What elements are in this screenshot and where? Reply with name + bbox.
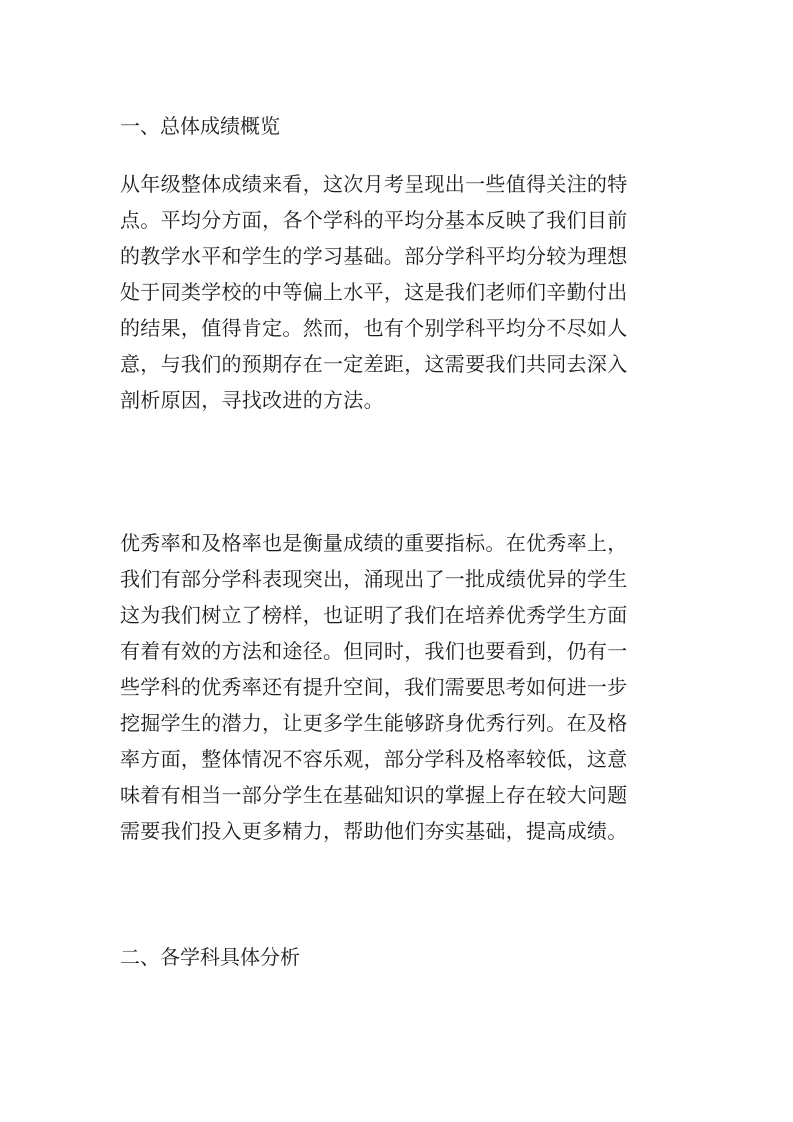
paragraph-line: 意，与我们的预期存在一定差距，这需要我们共同去深入 (120, 352, 628, 376)
paragraph-line: 味着有相当一部分学生在基础知识的掌握上存在较大问题 (120, 783, 628, 807)
paragraph-line: 率方面，整体情况不容乐观，部分学科及格率较低，这意 (120, 747, 628, 771)
paragraph-line: 些学科的优秀率还有提升空间，我们需要思考如何进一步 (120, 675, 628, 699)
paragraph-line: 从年级整体成绩来看，这次月考呈现出一些值得关注的特 (120, 172, 628, 196)
paragraph-excellence-pass-rates (120, 525, 680, 849)
paragraph-line: 有着有效的方法和途径。但同时，我们也要看到，仍有一 (120, 639, 628, 663)
paragraph-line: 需要我们投入更多精力，帮助他们夯实基础，提高成绩。 (120, 819, 628, 843)
paragraph-line: 的结果，值得肯定。然而，也有个别学科平均分不尽如人 (120, 316, 628, 340)
paragraph-line: 挖掘学生的潜力，让更多学生能够跻身优秀行列。在及格 (120, 711, 628, 735)
paragraph-line: 优秀率和及格率也是衡量成绩的重要指标。在优秀率上， (120, 531, 628, 555)
paragraph-line: 处于同类学校的中等偏上水平，这是我们老师们辛勤付出 (120, 280, 628, 304)
paragraph-line: 我们有部分学科表现突出，涌现出了一批成绩优异的学生 (120, 567, 628, 591)
paragraph-line: 这为我们树立了榜样，也证明了我们在培养优秀学生方面 (120, 603, 628, 627)
paragraph-overall-scores (120, 166, 680, 418)
paragraph-line: 点。平均分方面，各个学科的平均分基本反映了我们目前 (120, 208, 628, 232)
section-heading-overview: 一、总体成绩概览 (120, 114, 280, 138)
paragraph-line: 的教学水平和学生的学习基础。部分学科平均分较为理想 (120, 244, 628, 268)
section-heading-subject-analysis: 二、各学科具体分析 (120, 945, 300, 969)
paragraph-line: 剖析原因，寻找改进的方法。 (120, 388, 384, 412)
